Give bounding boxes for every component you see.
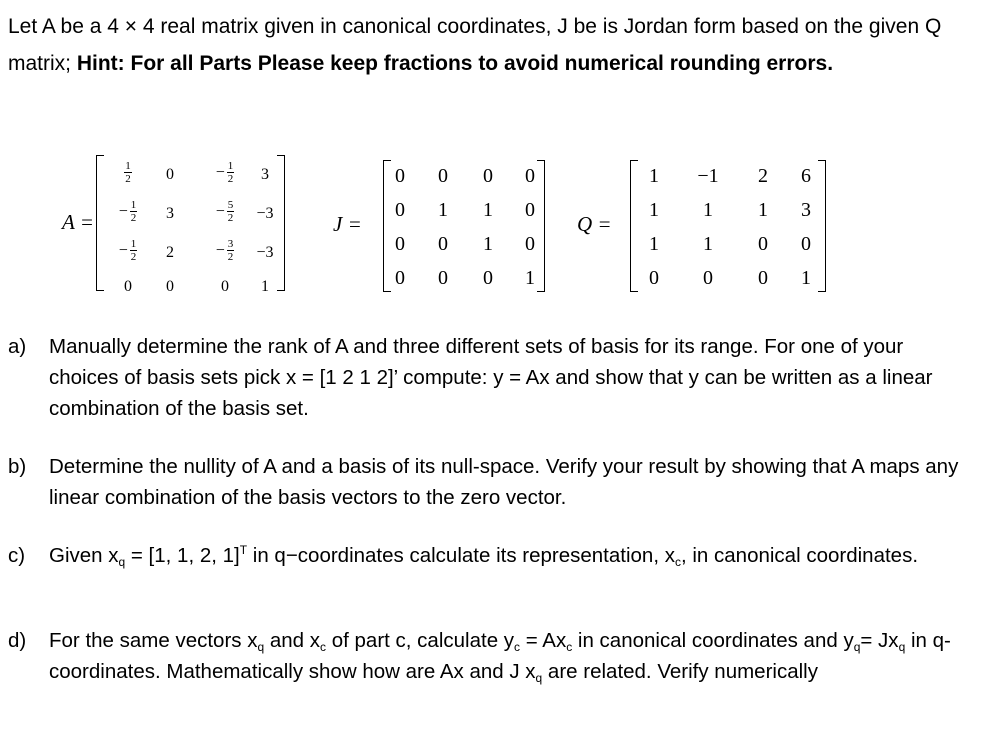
matrix-a-cell: 0 xyxy=(166,278,174,295)
question-c-text: Given $x_q = [1$, 1, 2, 1]$^T$ in q−coordinates calculate its representation, $x_c$, in canonical coordinates. xyxy=(49,543,919,569)
matrix-j-cell: 1 xyxy=(483,233,493,255)
matrix-a-cell: 0 xyxy=(221,278,229,295)
intro-text: Let A be a 4 × 4 real matrix given in canonical coordinates, J be is Jordan form based on the given Q matrix; xyxy=(8,15,942,75)
question-c-tag: c) xyxy=(8,544,26,567)
matrix-a-cell: −3 xyxy=(256,205,274,222)
question-b-tag: b) xyxy=(8,455,27,478)
matrix-a-left-bracket xyxy=(96,155,104,291)
matrix-j-cell: 1 xyxy=(525,267,535,289)
question-a-text: Manually determine the rank of A and three different sets of basis for its range. For one of your choices of basis sets pick x = [1 2 1 2]’ compute: y = Ax and show that y can be written as a linear combination of the basis set. xyxy=(49,335,933,420)
matrix-j-cell: 0 xyxy=(525,199,535,221)
matrix-a-cell: 0 xyxy=(124,278,132,295)
matrix-a-cell: − $\frac{1}{2}$ xyxy=(215,160,234,185)
matrix-j-label: J = xyxy=(333,212,362,236)
matrix-q-cell: 1 xyxy=(758,199,768,221)
matrix-a-cell: 3 xyxy=(166,205,174,222)
question-a xyxy=(8,331,968,424)
matrix-j-cell: 0 xyxy=(525,165,535,187)
matrix-j-cell: 0 xyxy=(395,233,405,255)
matrix-j-cell: 0 xyxy=(395,267,405,289)
matrix-j-cell: 0 xyxy=(438,233,448,255)
matrix-a-cell: −3 xyxy=(256,244,274,261)
matrix-q-cell: 0 xyxy=(758,233,768,255)
matrix-j-cell: 0 xyxy=(395,199,405,221)
problem-intro xyxy=(8,8,968,82)
question-b xyxy=(8,451,968,513)
matrix-j-cell: 0 xyxy=(525,233,535,255)
matrix-a-cell: 0 xyxy=(166,166,174,183)
matrix-q-cell: 0 xyxy=(703,267,713,289)
matrix-q-cell: 1 xyxy=(649,233,659,255)
question-d-tag: d) xyxy=(8,629,27,652)
matrix-j-cell: 0 xyxy=(483,165,493,187)
question-d-text: For the same vectors $x_q$ and $x_c$ of part c, calculate $y_c = Ax_c$ in canonical coordinates and $y_q= Jx_q$ in q-coordinates. Mathematically show how are Ax and J $x_q$ are related. Verify numerically xyxy=(49,629,951,685)
matrix-j-cell: 0 xyxy=(483,267,493,289)
matrix-j-cell: 0 xyxy=(395,165,405,187)
matrix-q-cell: 1 xyxy=(703,233,713,255)
matrix-q-cell: 3 xyxy=(801,199,811,221)
matrix-j-cell: 0 xyxy=(438,267,448,289)
question-b-text: Determine the nullity of A and a basis of its null-space. Verify your result by showing that A maps any linear combination of the basis vectors to the zero vector. xyxy=(49,455,959,509)
matrix-q-label: Q = xyxy=(577,212,612,236)
matrix-q-cell: 1 xyxy=(649,165,659,187)
matrix-q-cell: 1 xyxy=(703,199,713,221)
matrix-a-cell: 3 xyxy=(261,166,269,183)
question-c xyxy=(8,540,968,571)
matrix-q-cell: 0 xyxy=(649,267,659,289)
question-a-tag: a) xyxy=(8,335,27,358)
matrix-a-label: A = xyxy=(62,210,94,234)
matrix-q-cell: −1 xyxy=(697,165,719,187)
matrix-a-cell: − $\frac{5}{2}$ xyxy=(215,199,234,224)
matrix-j-cell: 0 xyxy=(438,165,448,187)
intro-hint: Hint: For all Parts Please keep fractions to avoid numerical rounding errors. xyxy=(76,52,834,75)
matrix-q-cell: 0 xyxy=(758,267,768,289)
matrix-a-cell: $\frac{1}{2}$ xyxy=(125,160,131,185)
matrix-a-cell: − $\frac{1}{2}$ xyxy=(118,238,137,263)
question-d xyxy=(8,625,968,687)
matrix-a-cell: 1 xyxy=(261,278,269,295)
matrix-a-cell: − $\frac{1}{2}$ xyxy=(118,199,137,224)
matrix-q-cell: 1 xyxy=(649,199,659,221)
matrix-a-cell: 2 xyxy=(166,244,174,261)
matrix-j-cell: 1 xyxy=(438,199,448,221)
matrix-q-cell: 2 xyxy=(758,165,768,187)
matrix-j-cell: 1 xyxy=(483,199,493,221)
matrix-q-cell: 6 xyxy=(801,165,811,187)
matrix-q-cell: 1 xyxy=(801,267,811,289)
matrix-a-cell: − $\frac{3}{2}$ xyxy=(215,238,234,263)
matrix-q-cell: 0 xyxy=(801,233,811,255)
